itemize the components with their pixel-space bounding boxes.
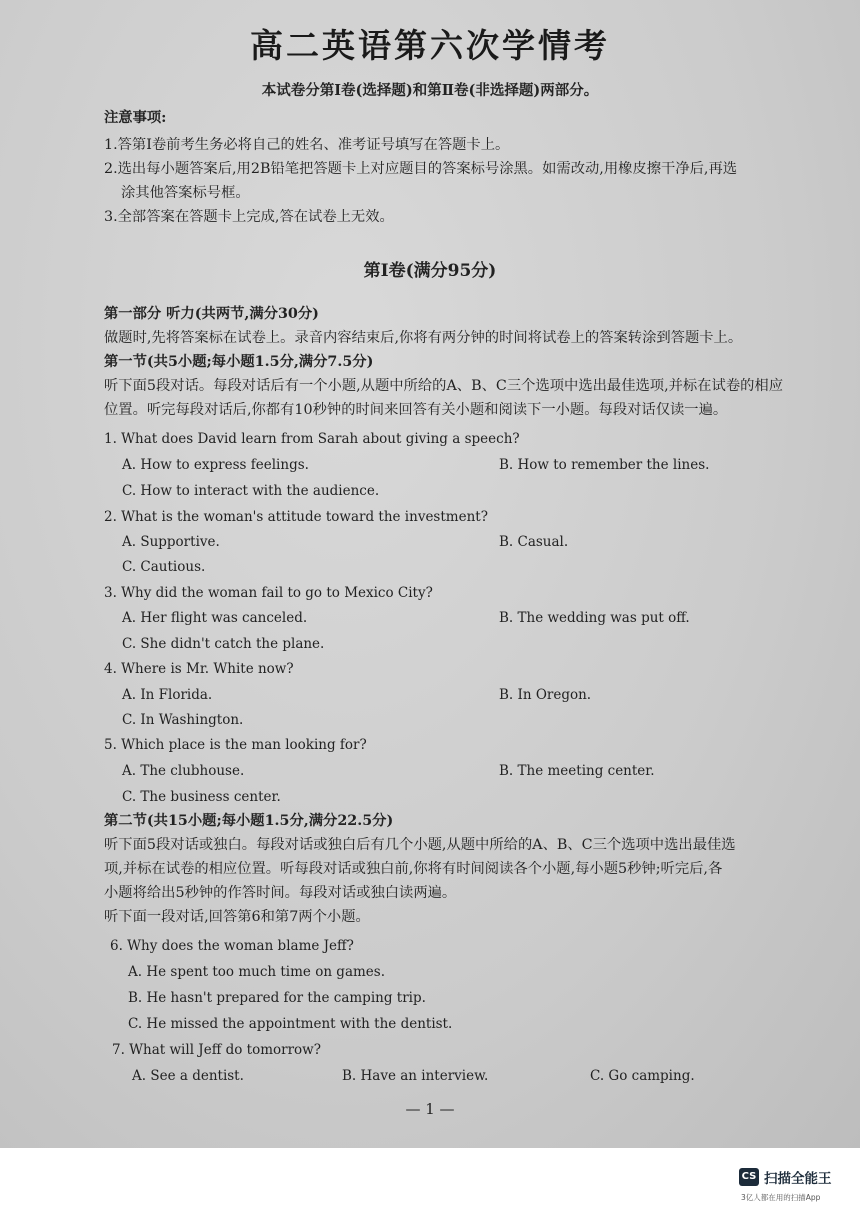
option-b: B. The meeting center. (499, 763, 655, 779)
sec1-intro: 位置。听完每段对话后,你都有10秒钟的时间来回答有关小题和阅读下一小题。每段对话仅读一遍。 (104, 402, 728, 418)
sec2-intro: 听下面5段对话或独白。每段对话或独白后有几个小题,从题中所给的A、B、C三个选项中选出最佳选 (104, 837, 736, 853)
option-b: B. How to remember the lines. (499, 457, 710, 473)
notice-heading: 注意事项: (104, 110, 167, 126)
camscanner-name: 扫描全能王 (764, 1171, 832, 1187)
option-c: C. In Washington. (122, 712, 244, 728)
notice-item: 3.全部答案在答题卡上完成,答在试卷上无效。 (104, 209, 394, 225)
sec2-intro: 小题将给出5秒钟的作答时间。每段对话或独白读两遍。 (104, 885, 457, 901)
question-2: 2. What is the woman's attitude toward the investment? (104, 509, 488, 525)
option-a: A. Her flight was canceled. (122, 610, 308, 626)
page-title: 高二英语第六次学情考 (250, 26, 610, 65)
option-c: C. Go camping. (590, 1068, 695, 1084)
sec2-heading: 第二节(共15小题;每小题1.5分,满分22.5分) (104, 813, 394, 829)
option-a: A. He spent too much time on games. (128, 964, 386, 980)
part1-intro: 做题时,先将答案标在试卷上。录音内容结束后,你将有两分钟的时间将试卷上的答案转涂到答题卡上。 (104, 330, 743, 346)
option-a: A. See a dentist. (132, 1068, 244, 1084)
option-c: C. He missed the appointment with the dentist. (128, 1016, 453, 1032)
question-5: 5. Which place is the man looking for? (104, 737, 367, 753)
question-7: 7. What will Jeff do tomorrow? (112, 1042, 321, 1058)
section-title: 第Ⅰ卷(满分95分) (363, 261, 497, 281)
option-c: C. How to interact with the audience. (122, 483, 380, 499)
question-4: 4. Where is Mr. White now? (104, 661, 294, 677)
camscanner-tagline: 3亿人都在用的扫描App (741, 1193, 821, 1202)
option-a: A. Supportive. (122, 534, 220, 550)
notice-item: 1.答第Ⅰ卷前考生务必将自己的姓名、准考证号填写在答题卡上。 (104, 137, 510, 153)
sec2-intro: 项,并标在试卷的相应位置。听每段对话或独白前,你将有时间阅读各个小题,每小题5秒钟;听完后,各 (104, 861, 723, 877)
scanner-footer (0, 1148, 860, 1217)
option-c: C. She didn't catch the plane. (122, 636, 325, 652)
option-a: A. In Florida. (122, 687, 213, 703)
option-b: B. He hasn't prepared for the camping trip. (128, 990, 426, 1006)
group-intro: 听下面一段对话,回答第6和第7两个小题。 (104, 909, 370, 925)
option-b: B. Casual. (499, 534, 569, 550)
notice-item: 2.选出每小题答案后,用2B铅笔把答题卡上对应题目的答案标号涂黑。如需改动,用橡皮擦干净后,再选 (104, 161, 738, 177)
option-b: B. In Oregon. (499, 687, 592, 703)
option-c: C. The business center. (122, 789, 281, 805)
option-c: C. Cautious. (122, 559, 206, 575)
question-1: 1. What does David learn from Sarah about giving a speech? (104, 431, 520, 447)
part1-heading: 第一部分 听力(共两节,满分30分) (104, 306, 319, 322)
option-b: B. Have an interview. (342, 1068, 489, 1084)
sec1-intro: 听下面5段对话。每段对话后有一个小题,从题中所给的A、B、C三个选项中选出最佳选项,并标在试卷的相应 (104, 378, 784, 394)
page-number: — 1 — (405, 1100, 455, 1118)
page-subtitle: 本试卷分第Ⅰ卷(选择题)和第Ⅱ卷(非选择题)两部分。 (261, 82, 599, 99)
option-a: A. How to express feelings. (122, 457, 309, 473)
option-b: B. The wedding was put off. (499, 610, 690, 626)
sec1-heading: 第一节(共5小题;每小题1.5分,满分7.5分) (104, 354, 374, 370)
notice-item: 涂其他答案标号框。 (121, 185, 250, 201)
question-3: 3. Why did the woman fail to go to Mexico City? (104, 585, 433, 601)
option-a: A. The clubhouse. (122, 763, 245, 779)
camscanner-logo-icon: CS (739, 1168, 759, 1186)
question-6: 6. Why does the woman blame Jeff? (110, 938, 354, 954)
